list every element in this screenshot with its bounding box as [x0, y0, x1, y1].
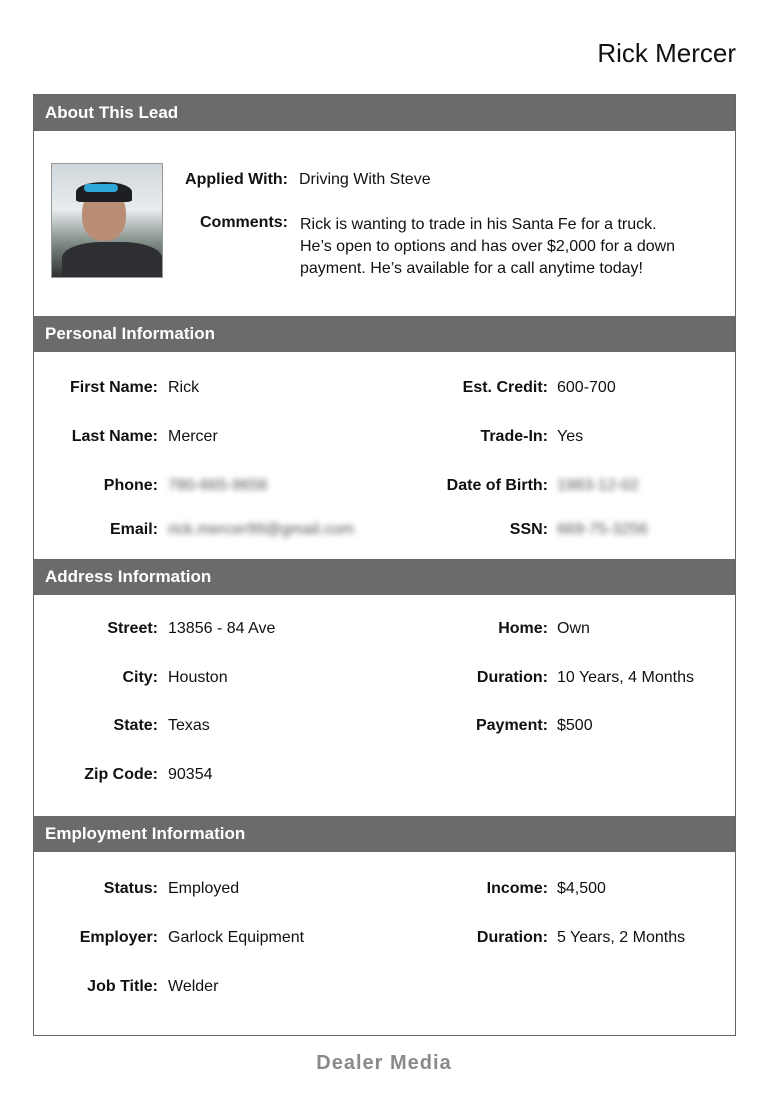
field-label: Street: — [107, 620, 158, 637]
field-value: Rick — [168, 379, 200, 396]
section-header-about: About This Lead — [34, 95, 735, 131]
field-value: 13856 - 84 Ave — [168, 620, 276, 637]
comments-line: He’s open to options and has over $2,000 for a down — [300, 238, 676, 255]
field-label: Employer: — [79, 929, 158, 946]
comments-label: Comments: — [199, 214, 288, 231]
field-value: Garlock Equipment — [168, 929, 305, 946]
field-row — [34, 619, 734, 639]
field-row — [34, 928, 734, 948]
field-row — [34, 879, 734, 899]
applied-with-label: Applied With: — [185, 171, 288, 188]
field-value: rick.mercer99@gmail.com — [168, 521, 355, 538]
field-label: Zip Code: — [84, 766, 158, 783]
field-value: Own — [557, 620, 590, 637]
lead-panel — [33, 94, 736, 1036]
field-row — [34, 378, 734, 398]
field-label: First Name: — [69, 379, 158, 396]
field-row — [34, 427, 734, 447]
field-value: 600-700 — [557, 379, 616, 396]
field-label: Home: — [498, 620, 548, 637]
field-label: Job Title: — [87, 978, 158, 995]
field-value: $4,500 — [557, 880, 606, 897]
field-label: Est. Credit: — [462, 379, 548, 396]
section-header-employment: Employment Information — [34, 816, 735, 852]
field-value: Yes — [557, 428, 584, 445]
field-label: Duration: — [476, 929, 548, 946]
field-value: 669-75-3256 — [557, 521, 648, 538]
field-label: Payment: — [475, 717, 548, 734]
field-row — [34, 668, 734, 688]
field-label: Date of Birth: — [446, 477, 548, 494]
field-row — [34, 765, 734, 785]
field-value: 10 Years, 4 Months — [557, 669, 694, 686]
field-label: State: — [113, 717, 158, 734]
field-label: City: — [122, 669, 158, 686]
field-label: Status: — [103, 880, 158, 897]
field-value: 90354 — [168, 766, 213, 783]
field-value: 780-665-9656 — [168, 477, 268, 494]
field-value: Welder — [168, 978, 219, 995]
field-label: Email: — [109, 521, 158, 538]
field-row — [34, 716, 734, 736]
field-label: Last Name: — [71, 428, 158, 445]
lead-name-title: Rick Mercer — [597, 38, 736, 68]
field-value: Mercer — [168, 428, 218, 445]
field-label: Trade-In: — [480, 428, 548, 445]
dealer-media-logo: Dealer Media — [316, 1052, 452, 1074]
comments-line: Rick is wanting to trade in his Santa Fe for a truck. — [300, 216, 657, 233]
field-value: 5 Years, 2 Months — [557, 929, 686, 946]
field-value: $500 — [557, 717, 593, 734]
field-value: Texas — [168, 717, 210, 734]
field-value: 1983-12-02 — [557, 477, 639, 494]
comments-line: payment. He’s available for a call anytime today! — [300, 260, 643, 277]
field-value: Houston — [168, 669, 228, 686]
field-label: Phone: — [103, 477, 158, 494]
field-label: SSN: — [509, 521, 548, 538]
field-row — [34, 977, 734, 997]
applied-with-value: Driving With Steve — [299, 171, 431, 188]
field-label: Income: — [486, 880, 548, 897]
section-header-personal: Personal Information — [34, 316, 735, 352]
section-header-address: Address Information — [34, 559, 735, 595]
field-value: Employed — [168, 880, 240, 897]
field-row — [34, 476, 734, 496]
comments-value — [300, 214, 675, 280]
field-row — [34, 520, 734, 540]
field-label: Duration: — [476, 669, 548, 686]
